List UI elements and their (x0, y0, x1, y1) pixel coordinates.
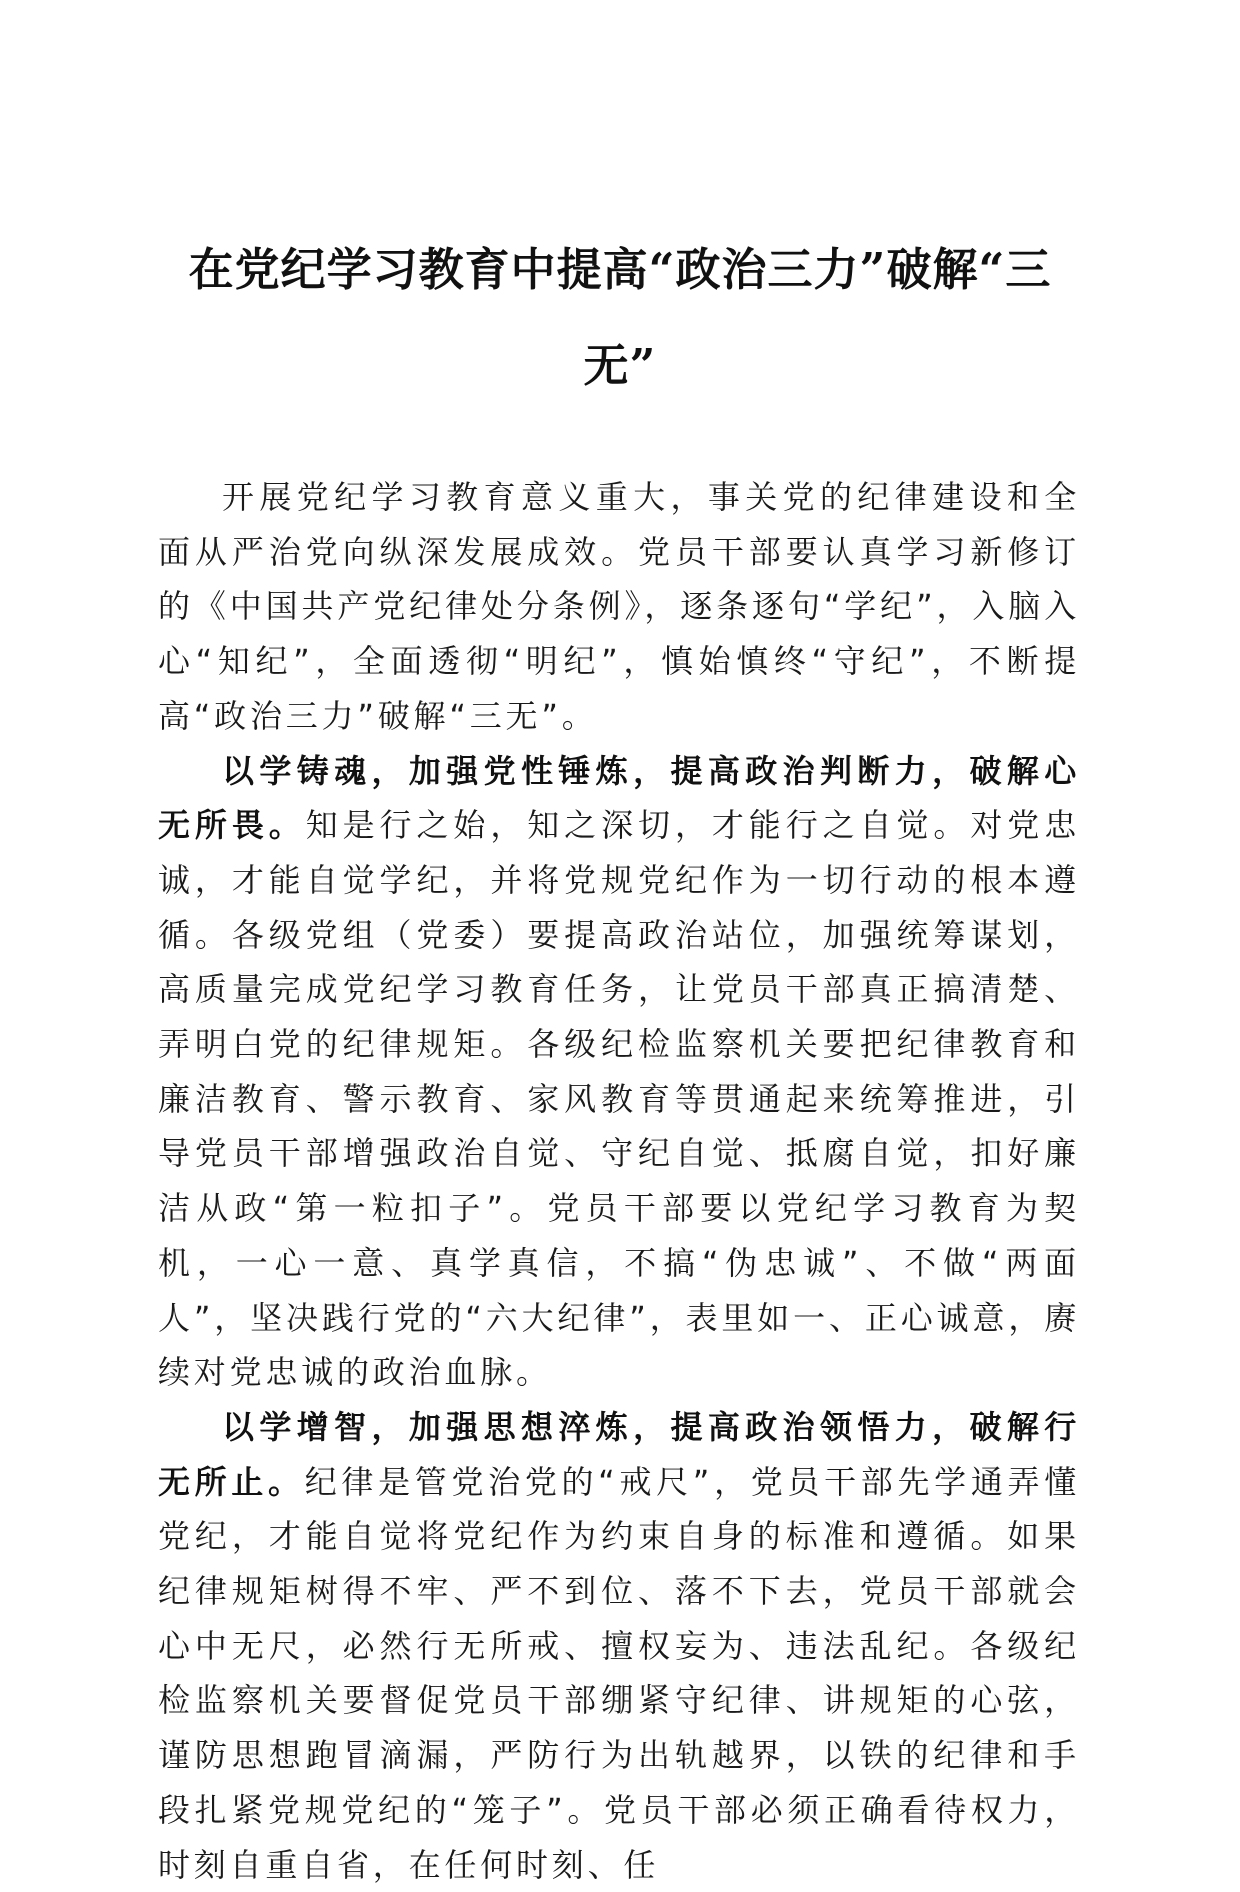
paragraph-intro (158, 470, 1080, 744)
paragraph-text: 知是行之始，知之深切，才能行之自觉。对党忠诚，才能自觉学纪，并将党规党纪作为一切行动的根本遵循。各级党组（党委）要提高政治站位，加强统筹谋划，高质量完成党纪学习教育任务，让党员干部真正搞清楚、弄明白党的纪律规矩。各级纪检监察机关要把纪律教育和廉洁教育、警示教育、家风教育等贯通起来统筹推进，引导党员干部增强政治自觉、守纪自觉、抵腐自觉，扣好廉洁从政“第一粒扣子”。党员干部要以党纪学习教育为契机，一心一意、真学真信，不搞“伪忠诚”、不做“两面人”，坚决践行党的“六大纪律”，表里如一、正心诚意，赓续对党忠诚的政治血脉。 (158, 806, 1080, 1392)
paragraph-text: 开展党纪学习教育意义重大，事关党的纪律建设和全面从严治党向纵深发展成效。党员干部要认真学习新修订的《中国共产党纪律处分条例》，逐条逐句“学纪”，入脑入心“知纪”，全面透彻“明纪”，慎始慎终“守纪”，不断提高“政治三力”破解“三无”。 (158, 478, 1080, 735)
title-line-2: 无” (583, 339, 657, 392)
paragraph-text: 纪律是管党治党的“戒尺”，党员干部先学通弄懂党纪，才能自觉将党纪作为约束自身的标准和遵循。如果纪律规矩树得不牢、严不到位、落不下去，党员干部就会心中无尺，必然行无所戒、擅权妄为、违法乱纪。各级纪检监察机关要督促党员干部绷紧守纪律、讲规矩的心弦，谨防思想跑冒滴漏，严防行为出轨越界，以铁的纪律和手段扎紧党规党纪的“笼子”。党员干部必须正确看待权力，时刻自重自省，在任何时刻、任 (158, 1462, 1080, 1884)
title-line-1: 在党纪学习教育中提高“政治三力”破解“三 (188, 243, 1052, 296)
paragraph-section-2 (158, 1400, 1080, 1892)
section-heading-2: 以学增智，加强思想淬炼，提高政治领悟力，破解行无所止。 (158, 1407, 1080, 1501)
section-heading-1: 以学铸魂，加强党性锤炼，提高政治判断力，破解心无所畏。 (158, 751, 1080, 845)
document-title (150, 222, 1090, 414)
paragraph-section-1 (158, 744, 1080, 1400)
document-body (158, 470, 1080, 1892)
